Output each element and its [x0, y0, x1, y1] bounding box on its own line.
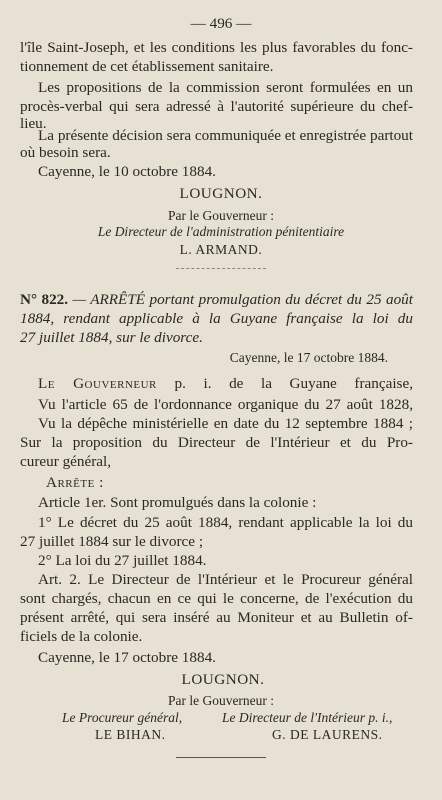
para2-line2: procès-verbal qui sera adressé à l'autorité supérieure du chef-	[20, 98, 413, 115]
article2-line1: Art. 2. Le Directeur de l'Intérieur et le Procureur général	[38, 571, 413, 588]
interior-director-name: G. DE LAURENS.	[272, 727, 383, 742]
para3-line2: où besoin sera.	[20, 144, 111, 161]
preamble-sur1: Sur la proposition du Directeur de l'Intérieur et du Pro-	[20, 434, 413, 451]
para2-line1: Les propositions de la commission seront formulées en un	[38, 79, 413, 96]
director-title: Le Directeur de l'administration pénitentiaire	[97, 224, 345, 239]
item1-line2: 27 juillet 1884 sur le divorce ;	[20, 533, 204, 550]
item2: 2° La loi du 27 juillet 1884.	[38, 552, 207, 569]
closing-place-date: Cayenne, le 17 octobre 1884.	[38, 649, 216, 666]
procureur-name: LE BIHAN.	[95, 727, 166, 742]
governor-rest: p. i. de la Guyane française,	[156, 375, 413, 392]
decree-heading-line1	[20, 290, 413, 309]
para2-line3: lieu.	[20, 115, 47, 132]
decree-heading-l1-rest: — ARRÊTÉ portant promulgation du décret du 25 août	[68, 291, 413, 308]
article2-line2: sont chargés, chacun en ce qui le concerne, de l'exécution du	[20, 590, 413, 607]
decree-number: N° 822.	[20, 291, 69, 308]
governor-label: Le Gouverneur	[38, 375, 157, 392]
article1: Article 1er. Sont promulgués dans la colonie :	[38, 494, 317, 511]
item1-line1: 1° Le décret du 25 août 1884, rendant applicable la loi du	[38, 514, 413, 531]
director-name: L. ARMAND.	[179, 242, 263, 257]
preamble-sur2: cureur général,	[20, 453, 112, 470]
decree-by-governor: Par le Gouverneur :	[167, 693, 275, 708]
preamble-vu2: Vu la dépêche ministérielle en date du 12 septembre 1884 ;	[38, 415, 413, 432]
procureur-title: Le Procureur général,	[62, 710, 183, 725]
interior-director-title: Le Directeur de l'Intérieur p. i.,	[222, 710, 393, 725]
para3-line1: La présente décision sera communiquée et enregistrée partout	[38, 127, 413, 144]
page-number: — 496 —	[190, 15, 252, 32]
preamble-governor	[38, 374, 413, 393]
first-by-governor: Par le Gouverneur :	[167, 208, 275, 223]
closing-rule	[176, 757, 266, 758]
decree-governor-signature: LOUGNON.	[181, 671, 265, 688]
para1-line2: tionnement de cet établissement sanitaire.	[20, 58, 274, 75]
first-governor-signature: LOUGNON.	[179, 185, 263, 202]
article2-line3: présent arrêté, qui sera inséré au Moniteur et au Bulletin of-	[20, 609, 413, 626]
decree-place-date: Cayenne, le 17 octobre 1884.	[229, 350, 388, 365]
article2-line4: ficiels de la colonie.	[20, 628, 143, 645]
para1-line1: l'île Saint-Joseph, et les conditions les plus favorables du fonc-	[20, 39, 413, 56]
preamble-vu1: Vu l'article 65 de l'ordonnance organique du 27 août 1828,	[38, 396, 413, 413]
first-place-date: Cayenne, le 10 octobre 1884.	[38, 163, 216, 180]
section-divider	[176, 268, 266, 269]
decree-heading-line2: 1884, rendant applicable à la Guyane française la loi du	[20, 310, 413, 327]
decree-heading-line3: 27 juillet 1884, sur le divorce.	[20, 329, 203, 346]
arrete-label: Arrête :	[46, 474, 104, 491]
